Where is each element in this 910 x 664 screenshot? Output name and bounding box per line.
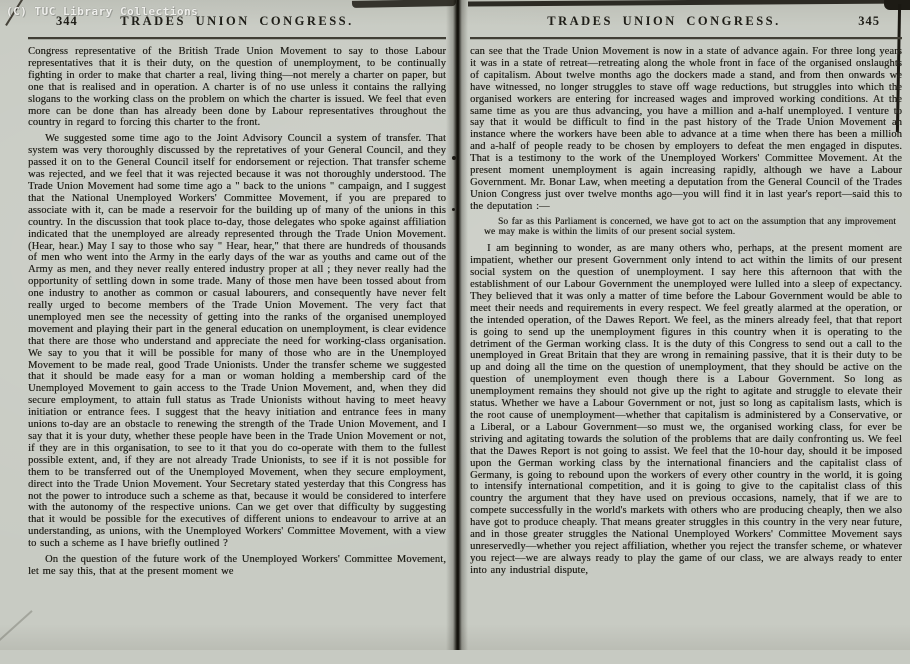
right-page-header (470, 14, 902, 34)
left-page-body (28, 46, 446, 578)
blockquote: So far as this Parliament is concerned, we have got to act on the assumption that any improvement we may make is within the limits of our present social system. (484, 216, 896, 238)
paragraph: I am beginning to wonder, as are many others who, perhaps, at the present moment are impatient, whether our present Government only intend to act within the limits of our present social system on the question of unemployment. I say here this afternoon that with the establishment of our Labour Government the unemployed were lulled into a sleep of expectancy. They believed that it was only a matter of time before the Labour Government would be able to meet their needs and requirements in every respect. We feel greatly alarmed at the operation, or the intended operation, of the Dawes Report. We feel, as the miners already feel, that that report is going to send up the unemployment figures in this country when it is operating to the detriment of the German working class. It is the duty of this Congress to send out a call to the unemployed in Great Britain that they are wrong in remaining passive, that it is their duty to be up and doing all the time on the question of unemployment, that they should be active on the question of unemployment even though there is a Labour Government. So long as unemployment remains they should not give up the right to agitate and struggle to elevate their status. Whether we have a Labour Government or not, just so long as capitalism lasts, which is the root cause of unemployment—whether that capitalism is administered by a Conservative, or a Liberal, or a Labour Government—so must we, the organised working class, for ever be striving and agitating towards the solution of the problems that are daily confronting us. We feel that the Dawes Report is not going to assist. We feel that the 10-hour day, should it be imposed upon the German working class by the international financiers and the capitalist class of Germany, is going to rebound upon the workers of every other country in the world, it is going to intensify international competition, and it is going to give to the capitalist class of this country the argument that they have used on previous occasions, namely, that if we are to compete successfully in the world's markets with others who are producing cheaply, then we also have got to produce cheaply. That means greater struggles in this country in the very near future, and in those greater struggles the National Unemployed Workers' Committee Movement says unreservedly—whether you reject affiliation, whether you reject the transfer scheme, or whatever you reject—we are always ready to play the game of our class, we are always ready to enter into any industrial dispute, (470, 243, 902, 576)
paragraph: On the question of the future work of the Unemployed Workers' Committee Movement, let me say this, that at the present moment we (28, 554, 446, 577)
library-watermark: (C) TUC Library Collections (6, 5, 199, 18)
left-page (28, 14, 446, 582)
right-page-number: 345 (858, 14, 880, 28)
paragraph: We suggested some time ago to the Joint Advisory Council a system of transfer. That system was very thoroughly discussed by the repretatives of your General Council, and they passed it on to the General Council itself for endorsement or rejection. That transfer scheme was rejected, and we feel that it was rejected because it was not thoroughly understood. The Trade Union Movement had some time ago a " back to the unions " campaign, and I suggest that the National Unemployed Workers' Committee Movement, if you are prepared to associate with it, can be made a reservoir for the building up of many of the unions in this country. In the discussion that took place to-day, those delegates who spoke against affiliation indicated that the unemployed are already represented through the Trade Union Movement. (Hear, hear.) May I say to those who say " Hear, hear," that there are hundreds of thousands of men who went into the Army in the early days of the war as youths and came out of the Army as men, and they never really entered industry proper at all ; they never really had the opportunity of settling down in some trade. Many of those men have been tossed about from one industry to another as common or casual labourers, and consequently have never felt really urged to become members of the Trade Union Movement. The very fact that unemployed men see the necessity of getting into the ranks of the organised unemployed movement and playing their part in the general education on unemployment, is clear evidence that there are those who understand and appreciate the need for working-class organisation. We say to you that it will be possible for many of those who are in the Unemployed Movement to be made real, good Trade Unionists. Under the transfer scheme we suggested that it should be made easy for a man or woman holding a membership card of the Unemployed Movement to gain access to the Trade Union Movement, and, when they did secure employment, to attain full status as Trade Unionists without having to meet heavy initiation or entrance fees. I suggest that the heavy initiation and entrance fees in many unions to-day are an obstacle to renewing the strength of the Trade Union Movement, and I say that it is your duty, whether these people have been in the Trade Union Movement or not, if they are in this organisation, to see to it that you do co-operate with them to the fullest possible extent, and, if they are not already Trade Unionists, to see if it is not possible for them to be transferred out of the Unemployed Movement, when they secure employment, direct into the Trade Union Movement. Your Secretary stated yesterday that this Congress has not the power to introduce such a scheme as that, because it would be considered to interfere with the autonomy of the respective unions. Can we get over that difficulty by suggesting that it would be possible for the executives of different unions to endeavour to arrive at an understanding, as unions, with the Unemployed Workers' Committee Movement, with a view to such a scheme as I have briefly outlined ? (28, 133, 446, 550)
right-page-body (470, 46, 902, 577)
right-page-title: TRADES UNION CONGRESS. (547, 14, 781, 28)
right-header-rule (470, 37, 902, 39)
book-gutter-shadow (446, 0, 468, 650)
paragraph: Congress representative of the British Trade Union Movement to say to those Labour representatives that it is their duty, on the question of unemployment, to be continually fighting in order to make that charter a real, living thing—not merely a charter on paper, but one that is realised and in operation. A charter is of no use unless it contains the rallying slogans to the working class on the problem on which the charter is issued. We feel that even more can be done than has already been done by Labour representatives throughout the country in regard to forcing this charter to the front. (28, 46, 446, 129)
paragraph: can see that the Trade Union Movement is now in a state of advance again. For three long years it was in a state of retreat—retreating along the whole front in face of the organised onslaughts of capitalism. About twelve months ago the dockers made a stand, and from then onwards we have witnessed, no longer struggles to stave off wage reductions, but struggles into which the organised workers are entering for increased wages and improved working conditions. At the same time as you are thus advancing, you have a million and a-half unemployed. I venture to say that it would be difficult to find in the past history of the Trade Union Movement an instance where the workers have been able to advance at a time when there has been a million and a-half of people ready to be chosen by employers to defeat the men engaged in disputes. That is a testimony to the work of the Unemployed Workers' Committee Movement. At the present moment unemployment is again increasing rapidly, although we have a Labour Government. Mr. Bonar Law, when meeting a deputation from the General Council of the Trades Union Congress just over twelve months ago—you will find it in last year's report—said this to the deputation :— (470, 46, 902, 212)
gutter-speck (452, 208, 455, 211)
gutter-speck (452, 156, 456, 160)
left-page-title: TRADES UNION CONGRESS. (120, 14, 354, 28)
left-page-number: 344 (56, 14, 78, 28)
left-header-rule (28, 37, 446, 39)
right-page (470, 14, 902, 581)
scan-artifact-corner-mark (884, 0, 910, 10)
